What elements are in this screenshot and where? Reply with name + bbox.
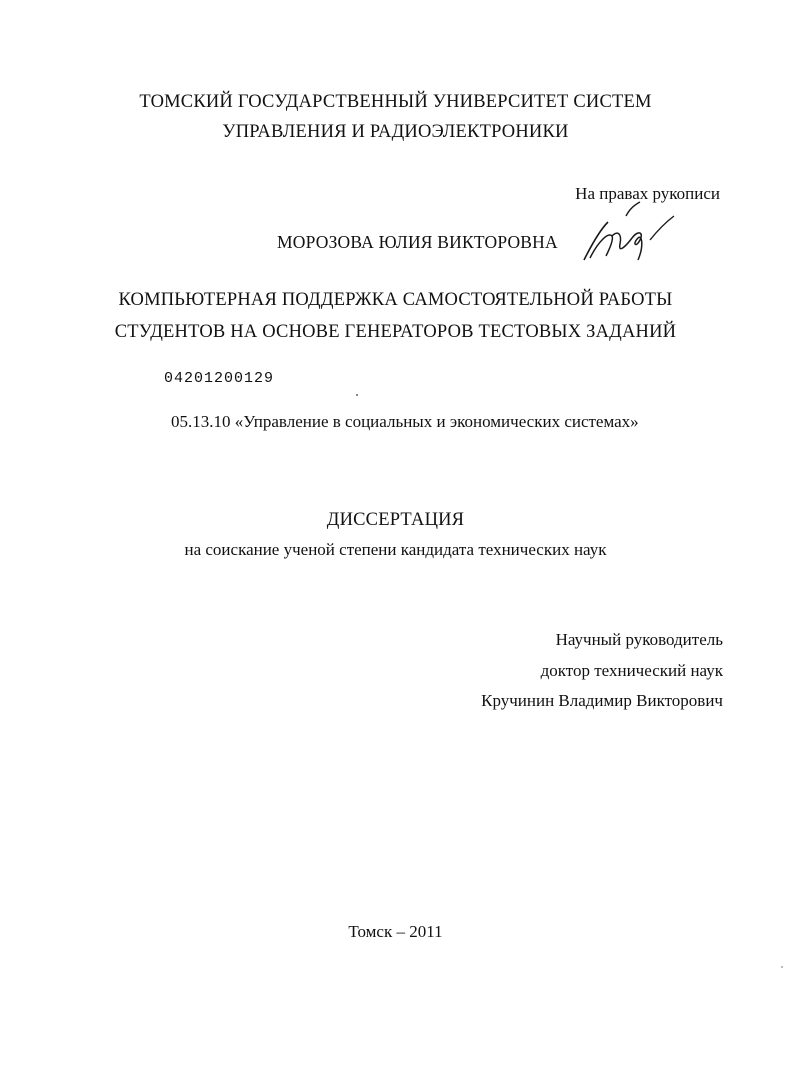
title-line-2: СТУДЕНТОВ НА ОСНОВЕ ГЕНЕРАТОРОВ ТЕСТОВЫХ ЗАДАНИЙ [114, 322, 677, 342]
author-name: МОРОЗОВА ЮЛИЯ ВИКТОРОВНА [277, 232, 558, 252]
supervisor-degree: доктор технический наук [540, 661, 723, 680]
supervisor-name: Кручинин Владимир Викторович [481, 691, 723, 710]
title-line-1: КОМПЬЮТЕРНАЯ ПОДДЕРЖКА САМОСТОЯТЕЛЬНОЙ РАБОТЫ [118, 290, 673, 310]
manuscript-note: На правах рукописи [575, 184, 720, 203]
place-year: Томск – 2011 [348, 922, 443, 941]
supervisor-label: Научный руководитель [555, 630, 723, 649]
specialty: 05.13.10 «Управление в социальных и экономических системах» [171, 412, 639, 431]
scan-speck [356, 394, 358, 396]
university-line-1: ТОМСКИЙ ГОСУДАРСТВЕННЫЙ УНИВЕРСИТЕТ СИСТЕМ [139, 92, 652, 112]
university-line-2: УПРАВЛЕНИЯ И РАДИОЭЛЕКТРОНИКИ [222, 122, 569, 142]
catalog-number: 04201200129 [164, 370, 275, 387]
scan-speck [781, 966, 783, 968]
work-type-heading: ДИССЕРТАЦИЯ [326, 510, 465, 530]
signature [578, 200, 678, 268]
degree-line: на соискание ученой степени кандидата технических наук [184, 540, 607, 559]
